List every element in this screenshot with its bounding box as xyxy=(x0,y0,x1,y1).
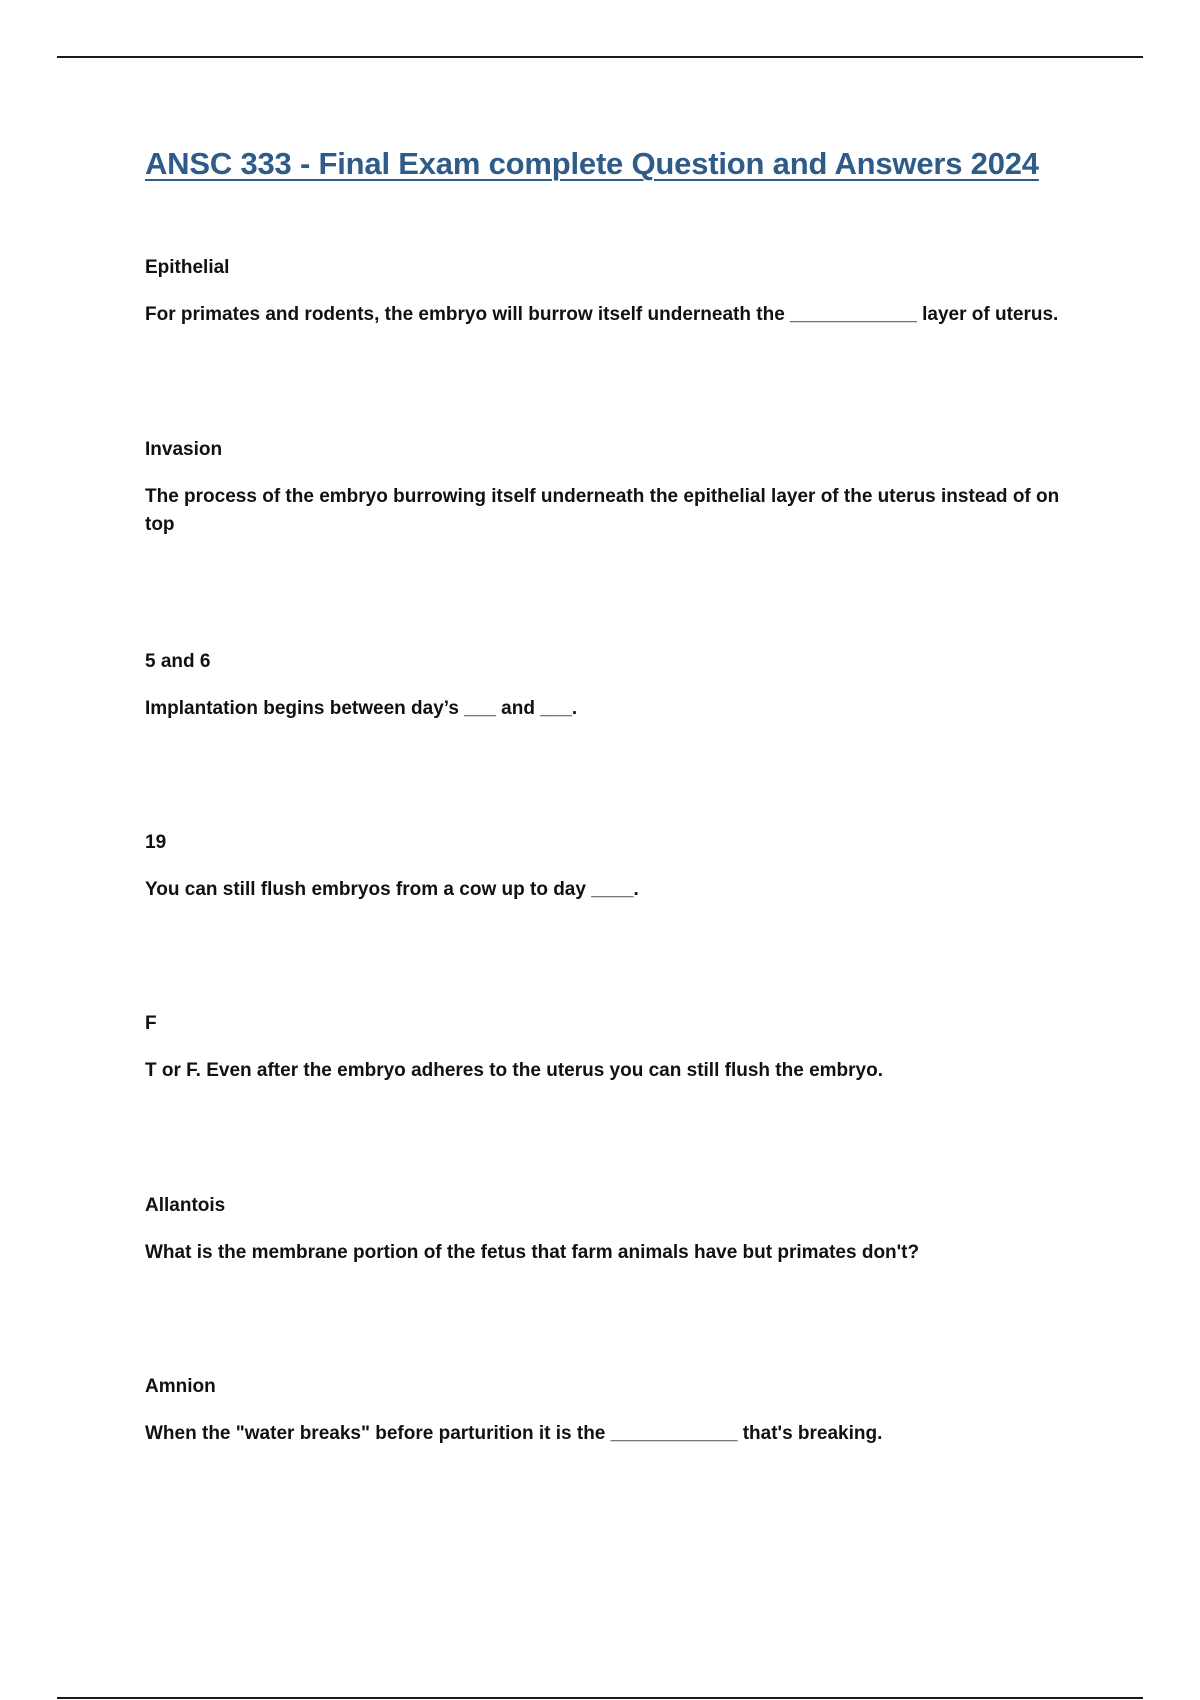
answer-text: Epithelial xyxy=(145,257,230,278)
qa-item xyxy=(145,1194,1085,1267)
answer-text: 5 and 6 xyxy=(145,651,211,672)
question-text: When the "water breaks" before parturition it is the ____________ that's breaking. xyxy=(145,1423,883,1444)
question-text: What is the membrane portion of the fetus that farm animals have but primates don't? xyxy=(145,1242,920,1263)
answer-text: 19 xyxy=(145,832,167,853)
qa-item xyxy=(145,831,1085,904)
question-text: T or F. Even after the embryo adheres to the uterus you can still flush the embryo. xyxy=(145,1060,883,1081)
qa-item xyxy=(145,650,1085,723)
qa-item xyxy=(145,438,1085,539)
question-text: Implantation begins between day’s ___ and ___. xyxy=(145,698,578,719)
qa-item xyxy=(145,1012,1085,1085)
question-text: For primates and rodents, the embryo will burrow itself underneath the ____________ layer of uterus. xyxy=(145,304,1059,325)
answer-text: Allantois xyxy=(145,1195,226,1216)
document-title: ANSC 333 - Final Exam complete Question and Answers 2024 xyxy=(145,146,1039,181)
answer-text: Amnion xyxy=(145,1376,216,1397)
answer-text: Invasion xyxy=(145,439,223,460)
question-text: The process of the embryo burrowing itself underneath the epithelial layer of the uterus instead of on top xyxy=(145,486,1060,535)
qa-item xyxy=(145,1375,1085,1448)
top-rule xyxy=(57,56,1143,58)
bottom-rule xyxy=(57,1697,1143,1699)
qa-item xyxy=(145,256,1085,329)
answer-text: F xyxy=(145,1013,157,1034)
question-text: You can still flush embryos from a cow up to day ____. xyxy=(145,879,639,900)
